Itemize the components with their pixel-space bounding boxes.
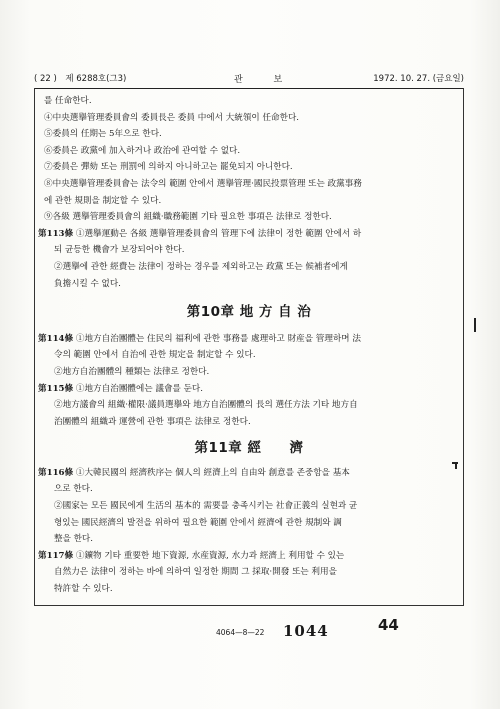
line-text: 特許할 수 있다. <box>54 584 113 595</box>
text-line <box>38 193 460 210</box>
print-code: 4064—8—22 <box>216 628 265 637</box>
article-line <box>38 331 460 348</box>
article-label: 第115條 <box>38 383 74 394</box>
line-text: 에 관한 規則을 制定할 수 있다. <box>44 195 162 206</box>
line-text: ②地方議會의 組織·權限·議員選擧와 地方自治團體의 長의 選任方法 기타 地方自 <box>54 400 358 411</box>
line-text: 自然力은 法律이 정하는 바에 의하여 일정한 期間 그 採取·開發 또는 利用을 <box>54 567 337 578</box>
article-label: 第113條 <box>38 228 74 239</box>
article-label: 第117條 <box>38 550 74 561</box>
line-text: ①大韓民國의 經濟秩序는 個人의 經濟上의 自由와 創意를 존중함을 基本 <box>73 467 350 478</box>
article-line <box>38 548 460 565</box>
line-text: ②地方自治團體의 種類는 法律로 정한다. <box>54 366 210 377</box>
article-label: 第114條 <box>38 333 74 344</box>
text-line <box>38 397 460 414</box>
text-line <box>38 581 460 598</box>
line-text: 를 任命한다. <box>44 96 92 106</box>
article-line <box>38 226 460 243</box>
line-text: 으로 한다. <box>54 484 93 495</box>
chapter-10-heading: 第10章 地 方 自 治 <box>186 304 312 321</box>
text-line <box>38 515 460 532</box>
text-line <box>38 364 460 381</box>
line-text: 되 균등한 機會가 보장되어야 한다. <box>54 245 185 256</box>
line-text: ①鑛物 기타 重要한 地下資源, 水産資源, 水力과 經濟上 利用할 수 있는 <box>73 550 345 561</box>
text-line <box>38 93 460 110</box>
text-line <box>38 276 460 293</box>
text-line <box>38 347 460 364</box>
line-text: ⑥委員은 政黨에 加入하거나 政治에 관여할 수 없다. <box>44 145 241 156</box>
text-line <box>38 126 460 143</box>
header-rule <box>34 88 464 89</box>
line-text: ②國家는 모든 國民에게 生活의 基本的 需要를 충족시키는 社會正義의 실현과 균 <box>54 501 358 512</box>
text-line <box>38 209 460 226</box>
text-line <box>38 498 460 515</box>
serial-number: 1044 <box>283 622 329 640</box>
gazette-title: 관 보 <box>234 75 297 85</box>
text-line <box>38 242 460 259</box>
line-text: ②選擧에 관한 經費는 法律이 정하는 경우를 제외하고는 政黨 또는 候補者에게 <box>54 261 348 272</box>
line-text: ⑤委員의 任期는 5年으로 한다. <box>44 129 162 140</box>
chapter-10-articles <box>38 331 460 431</box>
issue-date: 1972. 10. 27. (금요일) <box>373 74 464 84</box>
line-text: 형있는 國民經濟의 발전을 위하여 필요한 範圍 안에서 經濟에 관한 規制와 調 <box>54 517 342 528</box>
article-line <box>38 465 460 482</box>
article-112-continuation <box>38 93 460 292</box>
page-header <box>34 72 464 88</box>
text-line <box>38 259 460 276</box>
chapter-11-articles <box>38 465 460 598</box>
line-text: ⑧中央選擧管理委員會는 法令의 範圍 안에서 選擧管理·國民投票管理 또는 政黨事務 <box>44 178 362 189</box>
margin-mark <box>455 462 457 469</box>
line-text: 令의 範圍 안에서 自治에 관한 規定을 制定할 수 있다. <box>54 350 256 361</box>
line-text: ⑨各級 選擧管理委員會의 組織·職務範圍 기타 필요한 事項은 法律로 정한다. <box>44 212 332 223</box>
line-text: ①選擧運動은 各級 選擧管理委員會의 管理下에 法律이 정한 範圍 안에서 하 <box>73 228 362 239</box>
text-line <box>38 143 460 160</box>
text-line <box>38 414 460 431</box>
chapter-11-heading: 第11章 經 濟 <box>194 440 304 457</box>
text-line <box>38 564 460 581</box>
line-text: ①地方自治團體는 住民의 福利에 관한 事務를 處理하고 財産을 管理하며 法 <box>73 333 361 344</box>
page-number: 44 <box>378 616 399 634</box>
line-text: 治團體의 組織과 運營에 관한 事項은 法律로 정한다. <box>54 416 251 427</box>
text-line <box>38 176 460 193</box>
line-text: 整을 한다. <box>54 534 93 545</box>
frame-left-border <box>34 88 35 605</box>
text-line <box>38 159 460 176</box>
issue-number: ( 22 ) 제 6288호(그3) <box>34 74 127 84</box>
body-text <box>38 93 460 598</box>
margin-mark <box>474 318 476 332</box>
text-line <box>38 110 460 127</box>
footer-rule <box>34 605 464 606</box>
line-text: ⑦委員은 彈劾 또는 刑罰에 의하지 아니하고는 罷免되지 아니한다. <box>44 162 293 173</box>
line-text: ①地方自治團體에는 議會를 둔다. <box>73 383 203 394</box>
line-text: 負擔시킬 수 없다. <box>54 278 121 289</box>
text-line <box>38 481 460 498</box>
article-label: 第116條 <box>38 467 74 478</box>
text-line <box>38 531 460 548</box>
frame-right-border <box>463 88 464 605</box>
article-line <box>38 381 460 398</box>
line-text: ④中央選擧管理委員會의 委員長은 委員 中에서 大統領이 任命한다. <box>44 112 299 123</box>
